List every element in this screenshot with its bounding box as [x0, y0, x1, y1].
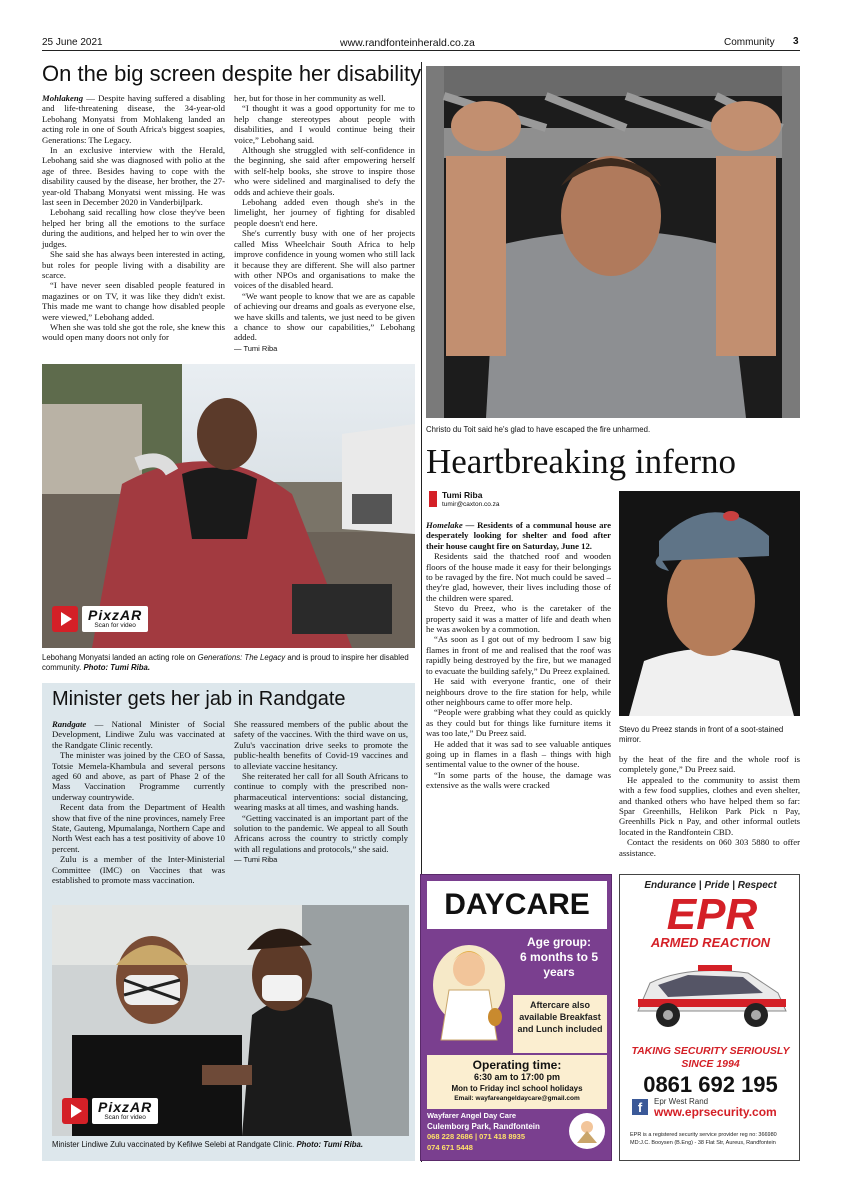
- epr-tagline: Endurance | Pride | Respect: [644, 880, 777, 891]
- pixzar-badge-2[interactable]: PixzAR Scan for video: [62, 1098, 158, 1124]
- story2-column1: Randgate — National Minister of Social Development, Lindiwe Zulu was vaccinated at the Randgate Clinic recently. The minister was joined by the CEO of Sassa, Totsie Memela-Khambula and several persons aged 60 and above, as part of Phase 2 of the Mass Vaccination Programme currently underway countrywide. Recent data from the Department of Health show that five of the nine provinces, namely Free State, Gauteng, Mpumalanga, Northern Cape and North West each has a test positivity of above 10 percent. Zulu is a member of the Inter-Ministerial Committee (IMC) on Vaccines that was established to promote mass vaccination.: [52, 719, 225, 886]
- author-name: Tumi Riba: [442, 490, 483, 500]
- story2-caption: Minister Lindiwe Zulu vaccinated by Kefilwe Selebi at Randgate Clinic. Photo: Tumi Riba.: [52, 1140, 363, 1149]
- epr-slogan: TAKING SECURITY SERIOUSLY SINCE 1994: [631, 1045, 790, 1070]
- story3-column1: Homelake — Residents of a communal house are desperately looking for shelter and food after their house caught fire on Saturday, June 12. Residents said the thatched roof and wooden floors of the house made it easy for their belongings to be ravaged by the fire. Not much could be saved – they're glad, however, their lives including those of the children were spared. Stevo du Preez, who is the caretaker of the property said it was a matter of life and death when he was awoken by a commotion. “As soon as I got out of my bedroom I saw big flames in front of me and realised that the roof was rapidly being destroyed by the fire, but we managed to evacuate the building safely,” Du Preez explained. He said with everyone frantic, one of their neighbours drove to the fire station for help, while other neighbours came to offer more help. “People were grabbing what they could as quickly as they could but for things like furniture items it was too late,” Du Preez said. He added that it was sad to see valuable antiques going up in flames in a flash – things with high sentimental value to the owner of the house. “In some parts of the house, the damage was extensive as the walls were cracked: [426, 520, 611, 791]
- story2-headline: Minister gets her jab in Randgate: [52, 688, 346, 710]
- author-marker: [429, 491, 437, 507]
- story3-dateline: Homelake: [426, 520, 463, 530]
- story3-photo2-caption: Stevo du Preez stands in front of a soot-stained mirror.: [619, 725, 784, 744]
- daycare-ad[interactable]: [420, 874, 612, 1161]
- epr-logo-sub: ARMED REACTION: [650, 935, 771, 950]
- author-box: [426, 489, 611, 511]
- epr-website[interactable]: www.eprsecurity.com: [654, 1105, 777, 1119]
- website[interactable]: www.randfonteinherald.co.za: [340, 37, 475, 49]
- story1-dateline: Mohlakeng: [42, 93, 84, 103]
- story2-column2: She reassured members of the public about the safety of the vaccines. With the third wave on us, Zulu's vaccination drive seeks to promote the public-health benefits of Covid-19 vaccines and to alleviate vaccine hesitancy. She reiterated her call for all South Africans to continue to comply with the prescribed non-pharmaceutical interventions: social distancing, wearing masks at all times, and washing hands. “Getting vaccinated is an important part of the solution to the pandemic. We appeal to all South Africans across the country to strictly comply with all regulations and protocols,” she said. — Tumi Riba: [234, 719, 408, 865]
- play-icon[interactable]: [62, 1098, 88, 1124]
- christo-photo: [426, 66, 800, 418]
- epr-registration: EPR is a registered security service provider reg no: 366980 MD:J.C. Booysen (B.Eng) - 38 Flat Str, Aureus, Randfontein: [630, 1132, 777, 1146]
- epr-phone[interactable]: 0861 692 195: [643, 1072, 778, 1097]
- story2-byline: — Tumi Riba: [234, 855, 278, 865]
- page-date: 25 June 2021: [42, 37, 103, 48]
- story3-headline: Heartbreaking inferno: [426, 442, 736, 481]
- play-icon[interactable]: [52, 606, 78, 632]
- operating-time-box: Operating time: 6:30 am to 17:00 pm Mon to Friday incl school holidays Email: wayfareangeldaycare@gmail.com: [427, 1055, 607, 1109]
- page-number: 3: [793, 36, 799, 47]
- angel-illustration-icon: [427, 935, 511, 1053]
- facebook-icon[interactable]: f: [632, 1099, 648, 1115]
- author-email[interactable]: tumir@caxton.co.za: [442, 501, 500, 508]
- pixzar-badge-1[interactable]: PixzAR Scan for video: [52, 606, 148, 632]
- aftercare-box: Aftercare also available Breakfast and Lunch included: [513, 995, 607, 1053]
- age-group-box: Age group: 6 months to 5 years: [519, 935, 598, 979]
- epr-ad[interactable]: [619, 874, 800, 1161]
- section-name: Community: [724, 37, 775, 48]
- story2-dateline: Randgate: [52, 719, 87, 729]
- story3-photo-caption: Christo du Toit said he's glad to have escaped the fire unharmed.: [426, 425, 651, 434]
- daycare-contact: Wayfarer Angel Day Care Culemborg Park, Randfontein 068 228 2686 | 071 418 8935 074 671 5448: [427, 1111, 540, 1152]
- header-rule: [42, 50, 800, 51]
- stevo-photo: [619, 491, 800, 716]
- story1-column1: Mohlakeng — Despite having suffered a disabling and life-threatening disease, the 34-year-old Lebohang Monyatsi from Mohlakeng landed an acting role in one of South Africa's biggest soapies, Generations: The Legacy. In an exclusive interview with the Herald, Lebohang said she was diagnosed with polio at the age of three. Besides having to cope with the disability caused by the disease, her brother, the 27-year-old Thabang Monyatsi went missing. He was last seen in December 2020 in Vanderbijlpark. Lebohang said recalling how close they've been helped her bring all the emotions to the surface during the auditions, and helped her to win over the judges. She said she has always been interested in acting, but roles for people living with a disability are scarce. “I have never seen disabled people featured in magazines or on TV, it was like they didn't exist. This made me want to change how disabled people were viewed,” Lebohang added. When she was told she got the role, she knew this would open many doors not only for: [42, 93, 225, 343]
- story1-column2: her, but for those in her community as well. “I thought it was a good opportunity for me to help change stereotypes about people with disabilities, and I would continue being their voice,” Lebohang said. Although she struggled with self-confidence in the beginning, she said after empowering herself with self-help books, she strove to inspire those who were sidelined and marginalised to defy the odds and achieve their goals. Lebohang added even though she's in the limelight, her journey of fighting for disabled people doesn't end here. She's currently busy with one of her projects called Miss Wheelchair South Africa to help improve confidence in young women who still lack it because they are different. She will also partner with other NPOs and organisations to make the voices of the disabled heard. “We want people to know that we are as capable of achieving our dreams and goals as everyone else, we have skills and talents, we just need to be given a chance to show our capabilities,” Lebohang added. — Tumi Riba: [234, 93, 415, 353]
- daycare-email[interactable]: Email: wayfareangeldaycare@gmail.com: [454, 1095, 580, 1102]
- story1-headline: On the big screen despite her disability: [42, 61, 422, 86]
- epr-facebook[interactable]: Epr West Rand: [654, 1097, 709, 1106]
- daycare-title: DAYCARE: [427, 881, 607, 929]
- story3-column2: by the heat of the fire and the whole roof is completely gone,” Du Preez said. He appealed to the community to assist them with a few food supplies, clothes and even shelter, and thanked others who have helped them so far: Spar Greenhills, Helikon Park Pick n Pay, Greenhills Pick n Pay, and other informal outlets located in the Randfontein CBD. Contact the residents on 060 303 5880 to offer assistance.: [619, 754, 800, 858]
- story1-byline: — Tumi Riba: [234, 343, 278, 353]
- angel-logo-icon: [567, 1111, 607, 1151]
- story1-caption: Lebohang Monyatsi landed an acting role on Generations: The Legacy and is proud to inspire her disabled community. Photo: Tumi Riba.: [42, 653, 409, 672]
- patrol-car-illustration: [628, 953, 793, 1037]
- epr-logo: EPR: [666, 890, 758, 939]
